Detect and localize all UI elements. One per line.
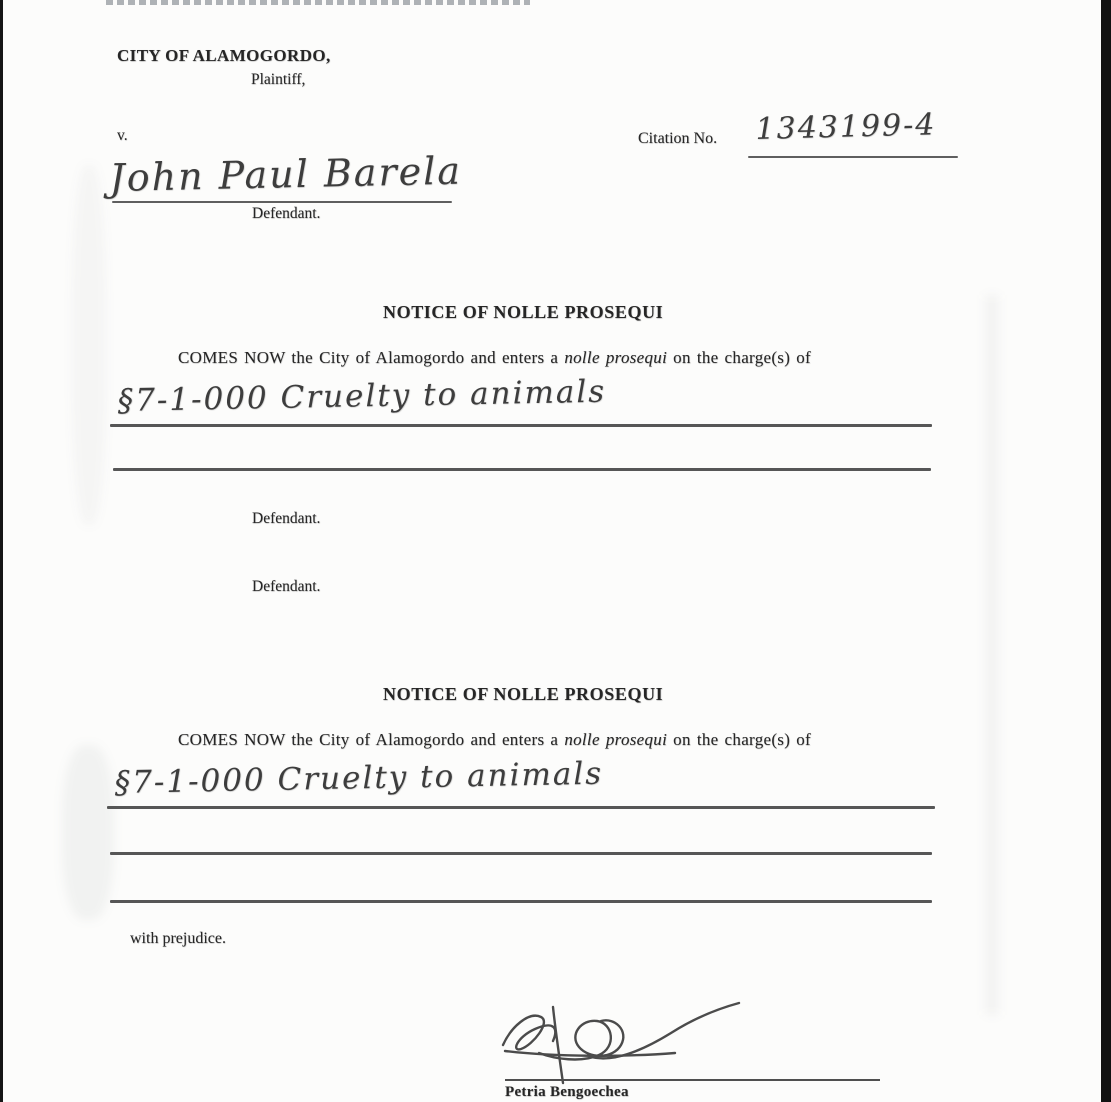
- notice-body-2-latin: nolle prosequi: [564, 730, 668, 749]
- signature-scrawl: [495, 993, 753, 1089]
- plaintiff-name: CITY OF ALAMOGORDO,: [117, 46, 331, 65]
- notice-body-1-latin: nolle prosequi: [564, 348, 668, 367]
- defendant-name-line: [112, 201, 452, 203]
- defendant-label-middle-1: Defendant.: [252, 510, 321, 527]
- defendant-label-middle-2: Defendant.: [252, 578, 321, 595]
- with-prejudice-text: with prejudice.: [130, 930, 226, 947]
- citation-number-line: [748, 156, 958, 158]
- scan-smudge: [985, 295, 999, 1015]
- defendant-role-label: Defendant.: [252, 205, 321, 222]
- notice-body-1: [178, 348, 811, 368]
- scan-edge-right: [1101, 0, 1111, 1102]
- scan-smudge: [62, 745, 114, 920]
- notice-body-2-suffix: on the charge(s) of: [667, 730, 811, 749]
- charge-line-1b: [113, 468, 931, 471]
- defendant-name-handwritten: John Paul Barela: [109, 148, 463, 200]
- plaintiff-role-label: Plaintiff,: [251, 71, 306, 88]
- citation-number-handwritten: 1343199-4: [755, 107, 937, 147]
- citation-number-label: Citation No.: [638, 130, 718, 147]
- notice-body-1-suffix: on the charge(s) of: [667, 348, 811, 367]
- scan-smudge: [72, 165, 106, 525]
- scan-edge-left: [0, 0, 3, 1102]
- charge-line-2b: [110, 852, 932, 855]
- notice-body-2: [178, 730, 811, 750]
- charge-handwritten-1: §7-1-000 Cruelty to animals: [117, 373, 607, 419]
- signer-printed-name: Petria Bengoechea: [505, 1084, 629, 1100]
- charge-line-2c: [110, 900, 932, 903]
- cutoff-text-artifact: [106, 0, 530, 5]
- charge-handwritten-2: §7-1-000 Cruelty to animals: [114, 755, 604, 801]
- charge-line-2a: [107, 806, 935, 809]
- versus-label: v.: [117, 127, 128, 144]
- charge-line-1a: [110, 424, 932, 427]
- notice-body-1-prefix: COMES NOW the City of Alamogordo and enters a: [178, 348, 565, 367]
- notice-title-1: NOTICE OF NOLLE PROSEQUI: [383, 302, 664, 322]
- notice-title-2: NOTICE OF NOLLE PROSEQUI: [383, 684, 664, 704]
- signature-line: [505, 1079, 880, 1081]
- notice-body-2-prefix: COMES NOW the City of Alamogordo and enters a: [178, 730, 565, 749]
